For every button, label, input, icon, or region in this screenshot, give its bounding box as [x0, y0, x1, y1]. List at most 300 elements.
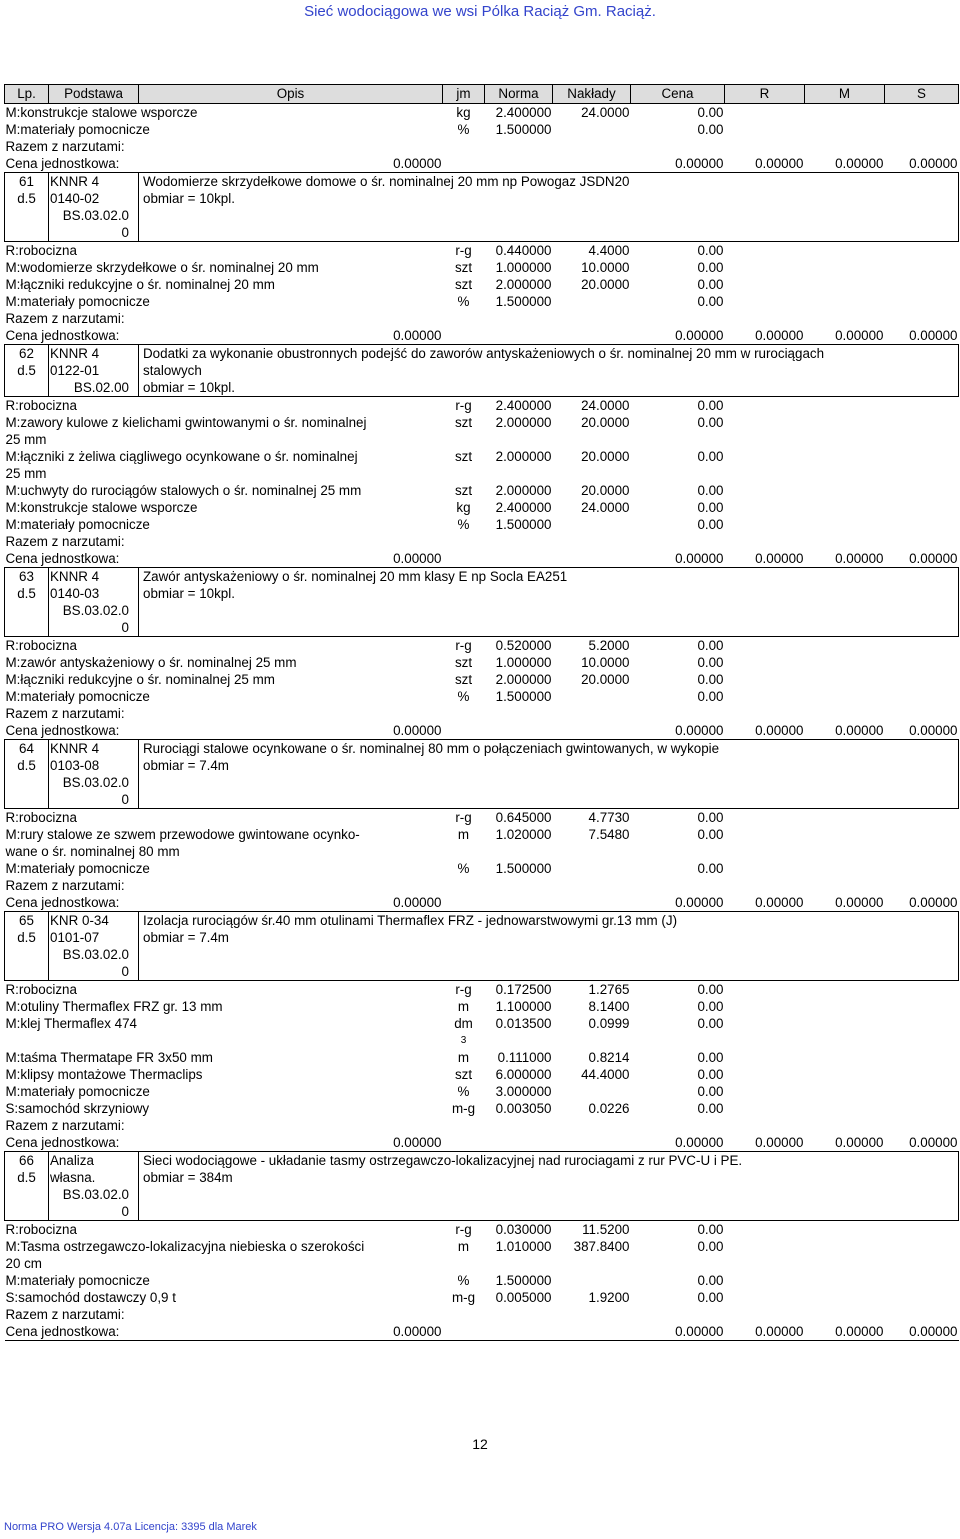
resource-label	[5, 826, 443, 860]
empty-cell	[725, 293, 959, 310]
unit-cell	[443, 242, 485, 260]
unit-cell	[443, 809, 485, 827]
empty-cell	[725, 1221, 959, 1239]
basis-line: 0140-03	[50, 586, 100, 601]
basis-line: BS.03.02.0	[62, 208, 129, 223]
description-line: obmiar = 10kpl.	[143, 191, 235, 206]
resource-label	[5, 414, 443, 448]
unit: dm	[454, 1016, 473, 1031]
unit-cell	[443, 1083, 485, 1100]
empty-cell	[725, 414, 959, 448]
empty-cell	[725, 1100, 959, 1117]
unit: %	[457, 517, 470, 532]
naklady-value	[553, 1272, 631, 1289]
norma-value: 1.500000	[495, 689, 552, 704]
unit-cell	[443, 448, 485, 482]
naklady-value: 0.0999	[588, 1016, 630, 1031]
resource-label	[5, 448, 443, 482]
cena-value: 0.00	[697, 655, 724, 670]
cena-label: Cena jednostkowa:	[5, 1324, 120, 1339]
empty-cell	[725, 1289, 959, 1306]
norma-value: 2.000000	[495, 672, 552, 687]
resource-row	[5, 397, 959, 415]
total-r: 0.00000	[725, 155, 805, 173]
position-number	[5, 345, 49, 397]
total-m: 0.00000	[805, 550, 885, 568]
total-s: 0.00000	[885, 722, 959, 740]
position-number	[5, 740, 49, 809]
resource-row	[5, 1238, 959, 1272]
unit-cell	[443, 1289, 485, 1306]
unit: m	[457, 827, 470, 842]
unit: kg	[456, 105, 471, 120]
norma-value: 0.003050	[495, 1101, 552, 1116]
total-m: 0.00000	[805, 155, 885, 173]
resource-row	[5, 688, 959, 705]
cena-value: 0.00	[697, 122, 724, 137]
empty-cell	[725, 1272, 959, 1289]
unit: m	[457, 1239, 470, 1254]
resource-label: M:wodomierze skrzydełkowe o śr. nominalnej 20 mm	[5, 260, 319, 275]
empty-cell	[725, 121, 959, 138]
unit: %	[457, 1084, 470, 1099]
razem-row	[5, 705, 959, 722]
unit-cell	[443, 981, 485, 999]
resource-row	[5, 998, 959, 1015]
position-number	[5, 568, 49, 637]
col-header-norma: Norma	[485, 85, 553, 104]
resource-label	[5, 1238, 443, 1272]
naklady-value: 20.0000	[581, 277, 630, 292]
unit-cell	[443, 1015, 485, 1049]
description-line: Zawór antyskażeniowy o śr. nominalnej 20 mm klasy E np Socla EA251	[143, 569, 568, 584]
resource-row	[5, 1066, 959, 1083]
resource-label-line1: M:rury stalowe ze szwem przewodowe gwintowane ocynko-	[5, 827, 360, 842]
resource-label-line1: M:zawory kulowe z kielichami gwintowanymi o śr. nominalnej	[5, 415, 367, 430]
cena-value: 0.00	[697, 1067, 724, 1082]
resource-row	[5, 1221, 959, 1239]
position-number-line: d.5	[17, 586, 36, 601]
naklady-value	[553, 516, 631, 533]
cena-jednostkowa-label	[5, 327, 443, 345]
resource-row	[5, 259, 959, 276]
cena-jednostkowa-row	[5, 1323, 959, 1341]
razem-row	[5, 877, 959, 894]
col-header-podstawa: Podstawa	[49, 85, 139, 104]
total-r: 0.00000	[725, 1323, 805, 1341]
unit-cell	[443, 1049, 485, 1066]
empty-cell	[725, 448, 959, 482]
cena-value: 0.00	[697, 638, 724, 653]
naklady-value: 20.0000	[581, 672, 630, 687]
unit: szt	[454, 277, 473, 292]
resource-label: M:materiały pomocnicze	[5, 294, 150, 309]
naklady-value: 24.0000	[581, 500, 630, 515]
position-description	[139, 740, 959, 809]
empty-cell	[725, 654, 959, 671]
resource-label: M:materiały pomocnicze	[5, 517, 150, 532]
basis-line: KNNR 4	[50, 174, 100, 189]
naklady-value: 5.2000	[588, 638, 630, 653]
resource-row	[5, 809, 959, 827]
unit: szt	[454, 483, 473, 498]
empty-cell	[443, 1117, 959, 1134]
cena-jednostkowa-value: 0.00000	[393, 723, 442, 738]
position-number	[5, 912, 49, 981]
empty-cell	[725, 516, 959, 533]
basis-line: 0	[121, 620, 129, 635]
empty-cell	[443, 877, 959, 894]
unit-cell	[443, 397, 485, 415]
unit: r-g	[455, 982, 472, 997]
resource-label-line2: 25 mm	[5, 432, 47, 447]
position-number-line: 63	[19, 569, 34, 584]
basis-line: KNNR 4	[50, 569, 100, 584]
description-line: obmiar = 7.4m	[143, 930, 229, 945]
resource-label: M:otuliny Thermaflex FRZ gr. 13 mm	[5, 999, 223, 1014]
page-number: 12	[472, 1436, 488, 1452]
position-number-line: 62	[19, 346, 34, 361]
cena-value: 0.00	[697, 810, 724, 825]
cena-value: 0.00	[697, 672, 724, 687]
unit: r-g	[455, 638, 472, 653]
unit-cell	[443, 259, 485, 276]
cena-jednostkowa-label	[5, 155, 443, 173]
resource-row	[5, 1049, 959, 1066]
resource-row	[5, 482, 959, 499]
naklady-value: 1.2765	[588, 982, 630, 997]
resource-row	[5, 414, 959, 448]
resource-label: M:materiały pomocnicze	[5, 1084, 150, 1099]
naklady-value: 8.1400	[588, 999, 630, 1014]
unit: %	[457, 294, 470, 309]
unit-cell	[443, 121, 485, 138]
naklady-value: 20.0000	[581, 483, 630, 498]
total-r: 0.00000	[725, 722, 805, 740]
cena-label: Cena jednostkowa:	[5, 551, 120, 566]
total-m: 0.00000	[805, 722, 885, 740]
total-s: 0.00000	[885, 894, 959, 912]
unit-cell	[443, 414, 485, 448]
naklady-value: 24.0000	[581, 398, 630, 413]
resource-label: M:konstrukcje stalowe wsporcze	[5, 105, 198, 120]
description-line: Dodatki za wykonanie obustronnych podejść do zaworów antyskażeniowych o śr. nominalnej 20 mm w rurociągach	[143, 346, 825, 361]
table-body	[5, 104, 959, 1341]
total-r: 0.00000	[725, 327, 805, 345]
resource-label: M:materiały pomocnicze	[5, 122, 150, 137]
total-r: 0.00000	[725, 550, 805, 568]
unit: szt	[454, 449, 473, 464]
norma-value: 3.000000	[495, 1084, 552, 1099]
resource-row	[5, 671, 959, 688]
naklady-value: 10.0000	[581, 260, 630, 275]
basis-line: BS.03.02.0	[62, 1187, 129, 1202]
norma-value: 0.440000	[495, 243, 552, 258]
unit: r-g	[455, 1222, 472, 1237]
position-number-line: d.5	[17, 758, 36, 773]
resource-label: R:robocizna	[5, 243, 77, 258]
col-header-naklady: Nakłady	[553, 85, 631, 104]
empty-cell	[725, 1015, 959, 1049]
empty-cell	[443, 894, 631, 912]
cena-value: 0.00	[697, 982, 724, 997]
description-line: obmiar = 10kpl.	[143, 586, 235, 601]
naklady-value: 387.8400	[573, 1239, 630, 1254]
empty-cell	[725, 242, 959, 260]
empty-cell	[725, 1049, 959, 1066]
total-cena: 0.00000	[631, 894, 725, 912]
razem-label: Razem z narzutami:	[5, 311, 125, 326]
empty-cell	[443, 705, 959, 722]
razem-label: Razem z narzutami:	[5, 1118, 125, 1133]
resource-label: R:robocizna	[5, 982, 77, 997]
basis-line: 0103-08	[50, 758, 100, 773]
naklady-value: 0.0226	[588, 1101, 630, 1116]
resource-label: M:materiały pomocnicze	[5, 689, 150, 704]
razem-row	[5, 138, 959, 155]
naklady-value: 4.7730	[588, 810, 630, 825]
norma-value: 2.400000	[495, 500, 552, 515]
unit-cell	[443, 499, 485, 516]
empty-cell	[725, 482, 959, 499]
description-line: Sieci wodociągowe - układanie tasmy ostrzegawczo-lokalizacyjnej nad rurociagami z rur PVC-U i PE.	[143, 1153, 743, 1168]
cena-value: 0.00	[697, 415, 724, 430]
resource-label: M:materiały pomocnicze	[5, 861, 150, 876]
position-row	[5, 1152, 959, 1221]
col-header-lp: Lp.	[5, 85, 49, 104]
unit: %	[457, 689, 470, 704]
unit: szt	[454, 415, 473, 430]
position-description	[139, 1152, 959, 1221]
cena-jednostkowa-value: 0.00000	[393, 551, 442, 566]
unit: %	[457, 122, 470, 137]
norma-value: 0.030000	[495, 1222, 552, 1237]
description-line: stalowych	[143, 363, 202, 378]
razem-label: Razem z narzutami:	[5, 534, 125, 549]
razem-row	[5, 1306, 959, 1323]
total-r: 0.00000	[725, 894, 805, 912]
position-description	[139, 912, 959, 981]
resource-row	[5, 242, 959, 260]
resource-row	[5, 499, 959, 516]
norma-value: 1.010000	[495, 1239, 552, 1254]
empty-cell	[725, 809, 959, 827]
cena-value: 0.00	[697, 449, 724, 464]
cena-value: 0.00	[697, 277, 724, 292]
resource-row	[5, 293, 959, 310]
basis-line: 0	[121, 964, 129, 979]
resource-label: S:samochód skrzyniowy	[5, 1101, 150, 1116]
position-basis	[49, 912, 139, 981]
col-header-cena: Cena	[631, 85, 725, 104]
empty-cell	[443, 550, 631, 568]
unit: szt	[454, 655, 473, 670]
norma-value: 1.500000	[495, 861, 552, 876]
empty-cell	[443, 1134, 631, 1152]
resource-label: M:łączniki redukcyjne o śr. nominalnej 20 mm	[5, 277, 275, 292]
unit-cell	[443, 860, 485, 877]
cena-label: Cena jednostkowa:	[5, 895, 120, 910]
empty-cell	[725, 259, 959, 276]
resource-row	[5, 637, 959, 655]
cena-jednostkowa-row	[5, 894, 959, 912]
empty-cell	[725, 981, 959, 999]
resource-row	[5, 1015, 959, 1049]
col-header-r: R	[725, 85, 805, 104]
description-line: obmiar = 10kpl.	[143, 380, 235, 395]
unit-cell	[443, 516, 485, 533]
basis-line: KNNR 4	[50, 346, 100, 361]
empty-cell	[725, 1083, 959, 1100]
resource-row	[5, 654, 959, 671]
empty-cell	[725, 1066, 959, 1083]
empty-cell	[725, 671, 959, 688]
naklady-value: 11.5200	[582, 1222, 630, 1237]
cena-value: 0.00	[697, 689, 724, 704]
unit-cell	[443, 482, 485, 499]
cena-value: 0.00	[697, 1239, 724, 1254]
resource-row	[5, 826, 959, 860]
naklady-value	[553, 860, 631, 877]
resource-label-line1: M:łączniki z żeliwa ciągliwego ocynkowane o śr. nominalnej	[5, 449, 358, 464]
naklady-value: 20.0000	[581, 449, 630, 464]
cena-label: Cena jednostkowa:	[5, 723, 120, 738]
cena-jednostkowa-value: 0.00000	[393, 328, 442, 343]
cena-value: 0.00	[697, 1290, 724, 1305]
resource-row	[5, 448, 959, 482]
norma-value: 0.111000	[497, 1050, 552, 1065]
position-basis	[49, 740, 139, 809]
unit-cell	[443, 654, 485, 671]
col-header-opis: Opis	[139, 85, 443, 104]
norma-value: 6.000000	[495, 1067, 552, 1082]
norma-value: 2.000000	[495, 483, 552, 498]
cena-value: 0.00	[697, 861, 724, 876]
cena-jednostkowa-value: 0.00000	[393, 1324, 442, 1339]
empty-cell	[725, 499, 959, 516]
total-s: 0.00000	[885, 1134, 959, 1152]
unit-cell	[443, 1100, 485, 1117]
unit-cell	[443, 1238, 485, 1272]
basis-line: BS.03.02.0	[62, 947, 129, 962]
position-description	[139, 345, 959, 397]
unit: szt	[454, 260, 473, 275]
cena-value: 0.00	[697, 1222, 724, 1237]
resource-label: M:konstrukcje stalowe wsporcze	[5, 500, 198, 515]
naklady-value: 1.9200	[588, 1290, 630, 1305]
cena-value: 0.00	[697, 105, 724, 120]
norma-value: 0.172500	[495, 982, 552, 997]
naklady-value: 10.0000	[581, 655, 630, 670]
unit-cell	[443, 1221, 485, 1239]
resource-label: R:robocizna	[5, 810, 77, 825]
description-line: obmiar = 7.4m	[143, 758, 229, 773]
cena-value: 0.00	[697, 1273, 724, 1288]
total-m: 0.00000	[805, 894, 885, 912]
resource-row	[5, 1272, 959, 1289]
position-description	[139, 568, 959, 637]
position-number-line: 66	[19, 1153, 34, 1168]
empty-cell	[725, 860, 959, 877]
basis-line: 0	[121, 1204, 129, 1219]
cena-label: Cena jednostkowa:	[5, 1135, 120, 1150]
total-cena: 0.00000	[631, 722, 725, 740]
position-number-line: d.5	[17, 1170, 36, 1185]
basis-line: własna.	[50, 1170, 96, 1185]
resource-label: R:robocizna	[5, 398, 77, 413]
cena-value: 0.00	[697, 1101, 724, 1116]
position-row	[5, 173, 959, 242]
cena-value: 0.00	[697, 260, 724, 275]
total-s: 0.00000	[885, 1323, 959, 1341]
cena-value: 0.00	[697, 999, 724, 1014]
basis-line: BS.03.02.0	[62, 775, 129, 790]
position-row	[5, 568, 959, 637]
resource-row	[5, 276, 959, 293]
basis-line: KNNR 4	[50, 741, 100, 756]
unit-exponent: 3	[460, 1035, 467, 1046]
empty-cell	[725, 397, 959, 415]
resource-label: M:uchwyty do rurociągów stalowych o śr. nominalnej 25 mm	[5, 483, 362, 498]
unit-cell	[443, 276, 485, 293]
position-row	[5, 912, 959, 981]
unit: %	[457, 861, 470, 876]
unit: szt	[454, 1067, 473, 1082]
basis-line: 0	[121, 792, 129, 807]
total-m: 0.00000	[805, 1134, 885, 1152]
resource-label: M:łączniki redukcyjne o śr. nominalnej 25 mm	[5, 672, 275, 687]
resource-label: M:klej Thermaflex 474	[5, 1016, 137, 1031]
position-basis	[49, 568, 139, 637]
empty-cell	[725, 688, 959, 705]
resource-row	[5, 121, 959, 138]
razem-row	[5, 1117, 959, 1134]
resource-row	[5, 516, 959, 533]
total-s: 0.00000	[885, 155, 959, 173]
norma-value: 2.400000	[495, 105, 552, 120]
position-number-line: d.5	[17, 363, 36, 378]
cena-value: 0.00	[697, 398, 724, 413]
basis-line: 0101-07	[50, 930, 100, 945]
basis-line: KNR 0-34	[50, 913, 109, 928]
position-basis	[49, 345, 139, 397]
basis-line: BS.03.02.0	[62, 603, 129, 618]
position-number-line: 64	[19, 741, 34, 756]
cena-value: 0.00	[697, 1084, 724, 1099]
total-s: 0.00000	[885, 550, 959, 568]
total-cena: 0.00000	[631, 155, 725, 173]
unit-cell	[443, 998, 485, 1015]
position-basis	[49, 173, 139, 242]
position-number-line: 65	[19, 913, 34, 928]
cena-jednostkowa-label	[5, 722, 443, 740]
norma-value: 1.000000	[495, 655, 552, 670]
total-cena: 0.00000	[631, 327, 725, 345]
empty-cell	[725, 826, 959, 860]
naklady-value	[553, 1083, 631, 1100]
resource-row	[5, 1289, 959, 1306]
basis-line: Analiza	[50, 1153, 94, 1168]
cena-value: 0.00	[697, 243, 724, 258]
cena-label: Cena jednostkowa:	[5, 156, 120, 171]
razem-label: Razem z narzutami:	[5, 139, 125, 154]
resource-label-line2: wane o śr. nominalnej 80 mm	[5, 844, 180, 859]
position-number	[5, 1152, 49, 1221]
razem-label: Razem z narzutami:	[5, 706, 125, 721]
cena-value: 0.00	[697, 827, 724, 842]
resource-label: M:materiały pomocnicze	[5, 1273, 150, 1288]
description-line: Wodomierze skrzydełkowe domowe o śr. nominalnej 20 mm np Powogaz JSDN20	[143, 174, 630, 189]
